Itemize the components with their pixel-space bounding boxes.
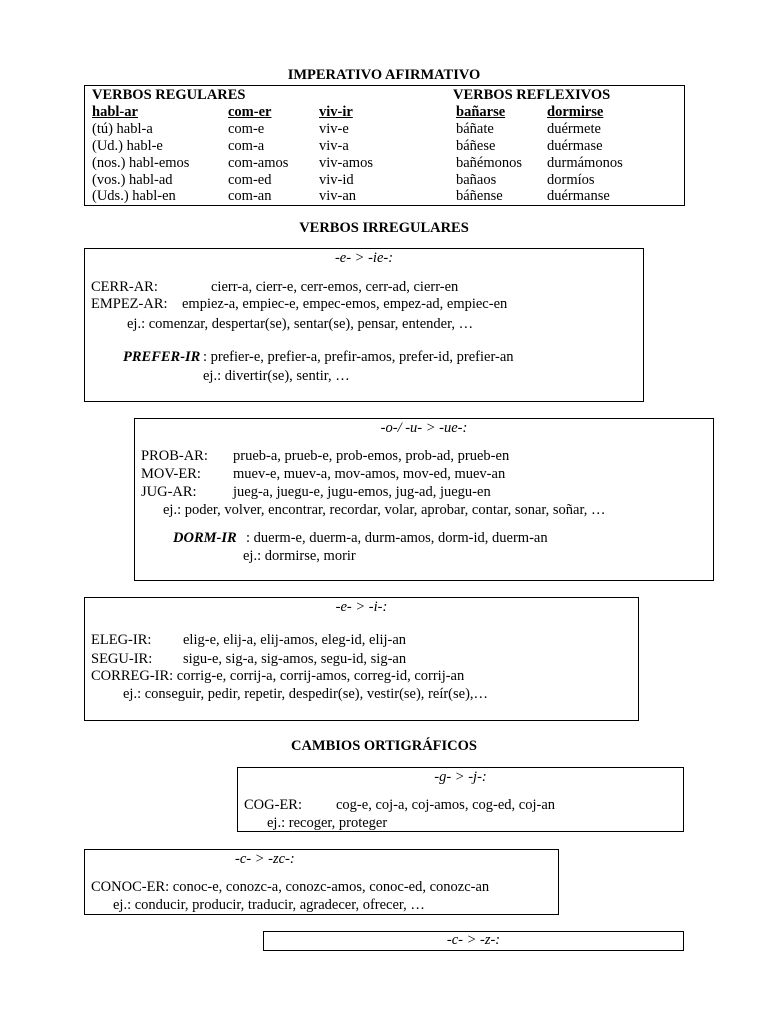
box-heading: -c- > -zc-: <box>235 851 295 867</box>
table-cell: duérmase <box>547 138 603 154</box>
col-header: com-er <box>228 104 272 120</box>
verb-forms: muev-e, muev-a, mov-amos, mov-ed, muev-an <box>233 466 506 482</box>
table-cell: com-a <box>228 138 265 154</box>
table-cell: com-ed <box>228 172 272 188</box>
table-cell: bañaos <box>456 172 497 188</box>
verb-forms: : duerm-e, duerm-a, durm-amos, dorm-id, duerm-an <box>246 530 548 546</box>
col-header: viv-ir <box>319 104 353 120</box>
verb-forms: cog-e, coj-a, coj-amos, cog-ed, coj-an <box>336 797 556 813</box>
table-cell: (vos.) habl-ad <box>92 172 173 188</box>
examples: ej.: comenzar, despertar(se), sentar(se), pensar, entender, … <box>127 316 474 332</box>
col-header: habl-ar <box>92 104 138 120</box>
verb-label: CERR-AR: <box>91 279 158 295</box>
title-cambios: CAMBIOS ORTIGRÁFICOS <box>290 738 477 754</box>
table-cell: báñense <box>456 188 503 204</box>
table-cell: com-e <box>228 121 265 137</box>
table-cell: viv-amos <box>319 155 373 171</box>
verb-label: PREFER-IR <box>123 349 201 365</box>
box-c-z <box>263 931 684 951</box>
examples: ej.: conseguir, pedir, repetir, despedir(se), vestir(se), reír(se),… <box>123 686 489 702</box>
table-cell: durmámonos <box>547 155 623 171</box>
verb-forms: elig-e, elij-a, elij-amos, eleg-id, elij-an <box>183 632 407 648</box>
verb-label: EMPEZ-AR: <box>91 296 168 312</box>
box-heading: -e- > -ie-: <box>334 250 394 266</box>
verb-forms: prueb-a, prueb-e, prob-emos, prob-ad, prueb-en <box>233 448 510 464</box>
verb-label: ELEG-IR: <box>91 632 152 648</box>
table-cell: báñese <box>456 138 496 154</box>
col-header: dormirse <box>547 104 604 120</box>
box-heading: -e- > -i-: <box>335 599 388 615</box>
examples: ej.: divertir(se), sentir, … <box>203 368 350 384</box>
verb-forms: sigu-e, sig-a, sig-amos, segu-id, sig-an <box>183 651 407 667</box>
table-cell: duérmanse <box>547 188 610 204</box>
table-cell: bañémonos <box>456 155 523 171</box>
verb-label: MOV-ER: <box>141 466 201 482</box>
examples: ej.: dormirse, morir <box>243 548 356 564</box>
table-cell: viv-an <box>319 188 357 204</box>
title-irregulares: VERBOS IRREGULARES <box>299 220 469 236</box>
table-cell: duérmete <box>547 121 601 137</box>
table-cell: (Ud.) habl-e <box>92 138 163 154</box>
table-cell: (tú) habl-a <box>92 121 153 137</box>
verb-label: DORM-IR <box>173 530 237 546</box>
table-cell: com-an <box>228 188 272 204</box>
box-c-zc <box>84 849 559 915</box>
verb-line: CONOC-ER: conoc-e, conozc-a, conozc-amos, conoc-ed, conozc-an <box>91 879 490 895</box>
table-cell: com-amos <box>228 155 289 171</box>
col-header: bañarse <box>456 104 506 120</box>
table-cell: (nos.) habl-emos <box>92 155 190 171</box>
examples: ej.: recoger, proteger <box>267 815 388 831</box>
examples: ej.: conducir, producir, traducir, agradecer, ofrecer, … <box>113 897 425 913</box>
table-cell: dormíos <box>547 172 595 188</box>
verb-forms: empiez-a, empiec-e, empec-emos, empez-ad, empiec-en <box>182 296 508 312</box>
box-heading: -c- > -z-: <box>446 932 501 948</box>
table-cell: báñate <box>456 121 494 137</box>
box-e-ie <box>84 248 644 402</box>
table-cell: viv-e <box>319 121 349 137</box>
verb-line: CORREG-IR: corrig-e, corrij-a, corrij-amos, correg-id, corrij-an <box>91 668 465 684</box>
box-heading: -o-/ -u- > -ue-: <box>380 420 468 436</box>
verb-label: JUG-AR: <box>141 484 197 500</box>
box-g-j <box>237 767 684 832</box>
box-heading: -g- > -j-: <box>434 769 487 785</box>
box-e-i <box>84 597 639 721</box>
regulares-box <box>84 85 685 206</box>
verb-label: PROB-AR: <box>141 448 208 464</box>
regulares-header: VERBOS REGULARES <box>92 87 246 103</box>
verb-label: SEGU-IR: <box>91 651 153 667</box>
reflexivos-header: VERBOS REFLEXIVOS <box>453 87 611 103</box>
verb-forms: jueg-a, juegu-e, jugu-emos, jug-ad, juegu-en <box>233 484 491 500</box>
title-imperativo: IMPERATIVO AFIRMATIVO <box>287 67 481 83</box>
verb-forms: cierr-a, cierr-e, cerr-emos, cerr-ad, cierr-en <box>211 279 459 295</box>
box-o-ue <box>134 418 714 581</box>
table-cell: viv-id <box>319 172 354 188</box>
table-cell: (Uds.) habl-en <box>92 188 176 204</box>
verb-label: COG-ER: <box>244 797 302 813</box>
verb-forms: : prefier-e, prefier-a, prefir-amos, prefer-id, prefier-an <box>203 349 514 365</box>
table-cell: viv-a <box>319 138 349 154</box>
examples: ej.: poder, volver, encontrar, recordar, volar, aprobar, contar, sonar, soñar, … <box>163 502 606 518</box>
